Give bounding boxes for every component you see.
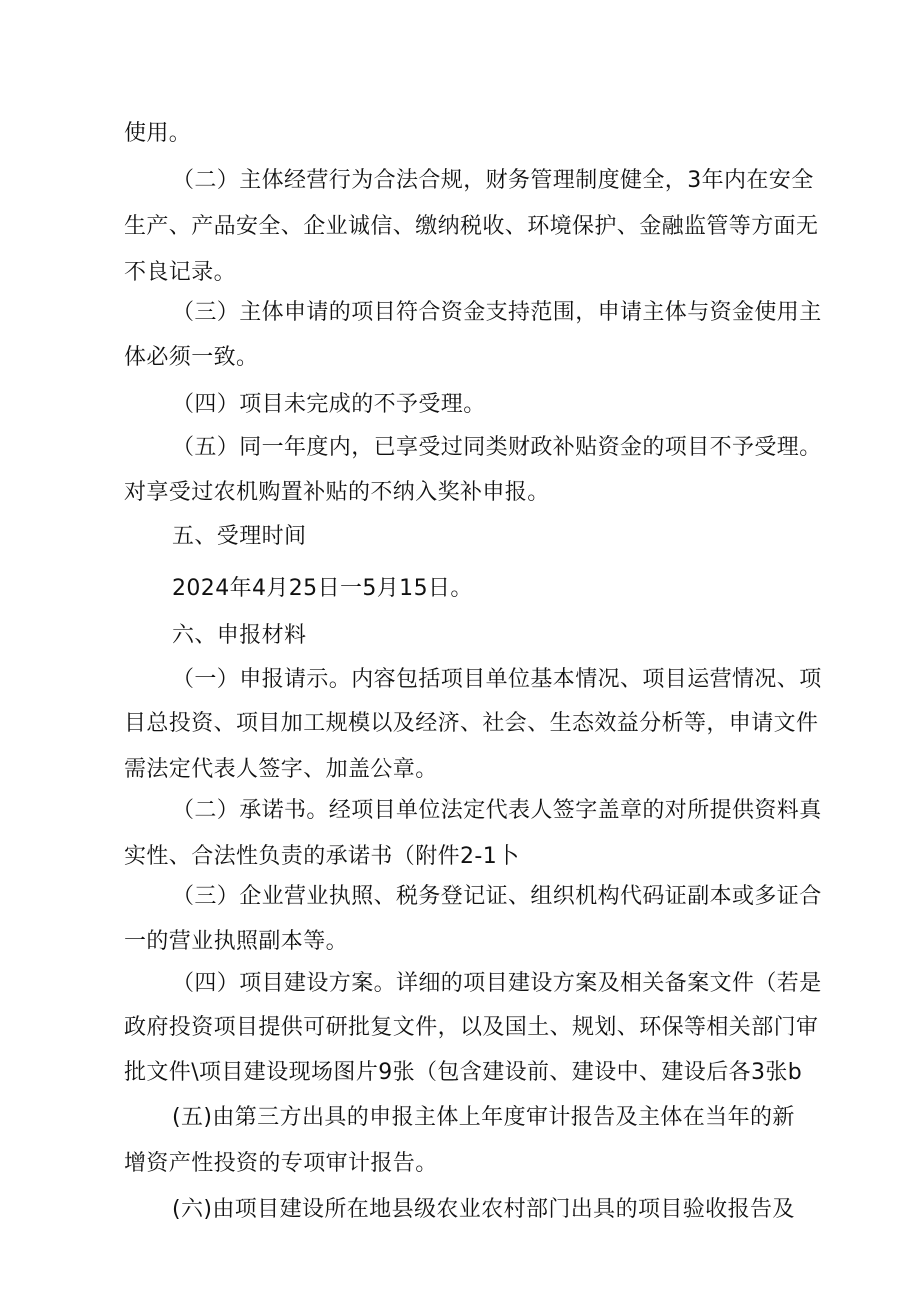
text-line: （三）企业营业执照、税务登记证、组织机构代码证副本或多证合: [172, 884, 822, 909]
text-line: 需法定代表人签字、加盖公章。: [124, 757, 438, 782]
text-line: （二）主体经营行为合法合规，财务管理制度健全，3年内在安全: [172, 168, 814, 193]
text-line: （五）同一年度内，已享受过同类财政补贴资金的项目不予受理。: [172, 435, 822, 460]
text-line: （二）承诺书。经项目单位法定代表人签字盖章的对所提供资料真: [172, 798, 822, 823]
text-line: 一的营业执照副本等。: [124, 929, 349, 954]
text-line: 不良记录。: [124, 260, 237, 285]
text-line: 体必须一致。: [124, 345, 259, 370]
text-line: 2024年4月25日一5月15日。: [172, 576, 473, 601]
text-line: 使用。: [124, 121, 192, 146]
text-line: （四）项目建设方案。详细的项目建设方案及相关备案文件（若是: [172, 971, 822, 996]
text-line: 实性、合法性负责的承诺书（附件2-1卜: [124, 844, 520, 869]
text-line: 生产、产品安全、企业诚信、缴纳税收、环境保护、金融监管等方面无: [124, 214, 819, 239]
text-line: 目总投资、项目加工规模以及经济、社会、生态效益分析等，申请文件: [124, 711, 819, 736]
section-heading: 五、受理时间: [172, 524, 307, 549]
text-line: (六)由项目建设所在地县级农业农村部门出具的项目验收报告及: [172, 1197, 795, 1222]
text-line: （四）项目未完成的不予受理。: [172, 392, 486, 417]
text-line: （一）申报请示。内容包括项目单位基本情况、项目运营情况、项: [172, 667, 822, 692]
text-line: （三）主体申请的项目符合资金支持范围，申请主体与资金使用主: [172, 300, 822, 325]
text-line: 政府投资项目提供可研批复文件，以及国土、规划、环保等相关部门审: [124, 1015, 819, 1040]
text-line: 对享受过农机购置补贴的不纳入奖补申报。: [124, 480, 550, 505]
text-line: 批文件\项目建设现场图片9张（包含建设前、建设中、建设后各3张b: [124, 1060, 803, 1085]
text-line: 增资产性投资的专项审计报告。: [124, 1151, 438, 1176]
section-heading: 六、申报材料: [172, 623, 307, 648]
text-line: (五)由第三方出具的申报主体上年度审计报告及主体在当年的新: [172, 1105, 795, 1130]
